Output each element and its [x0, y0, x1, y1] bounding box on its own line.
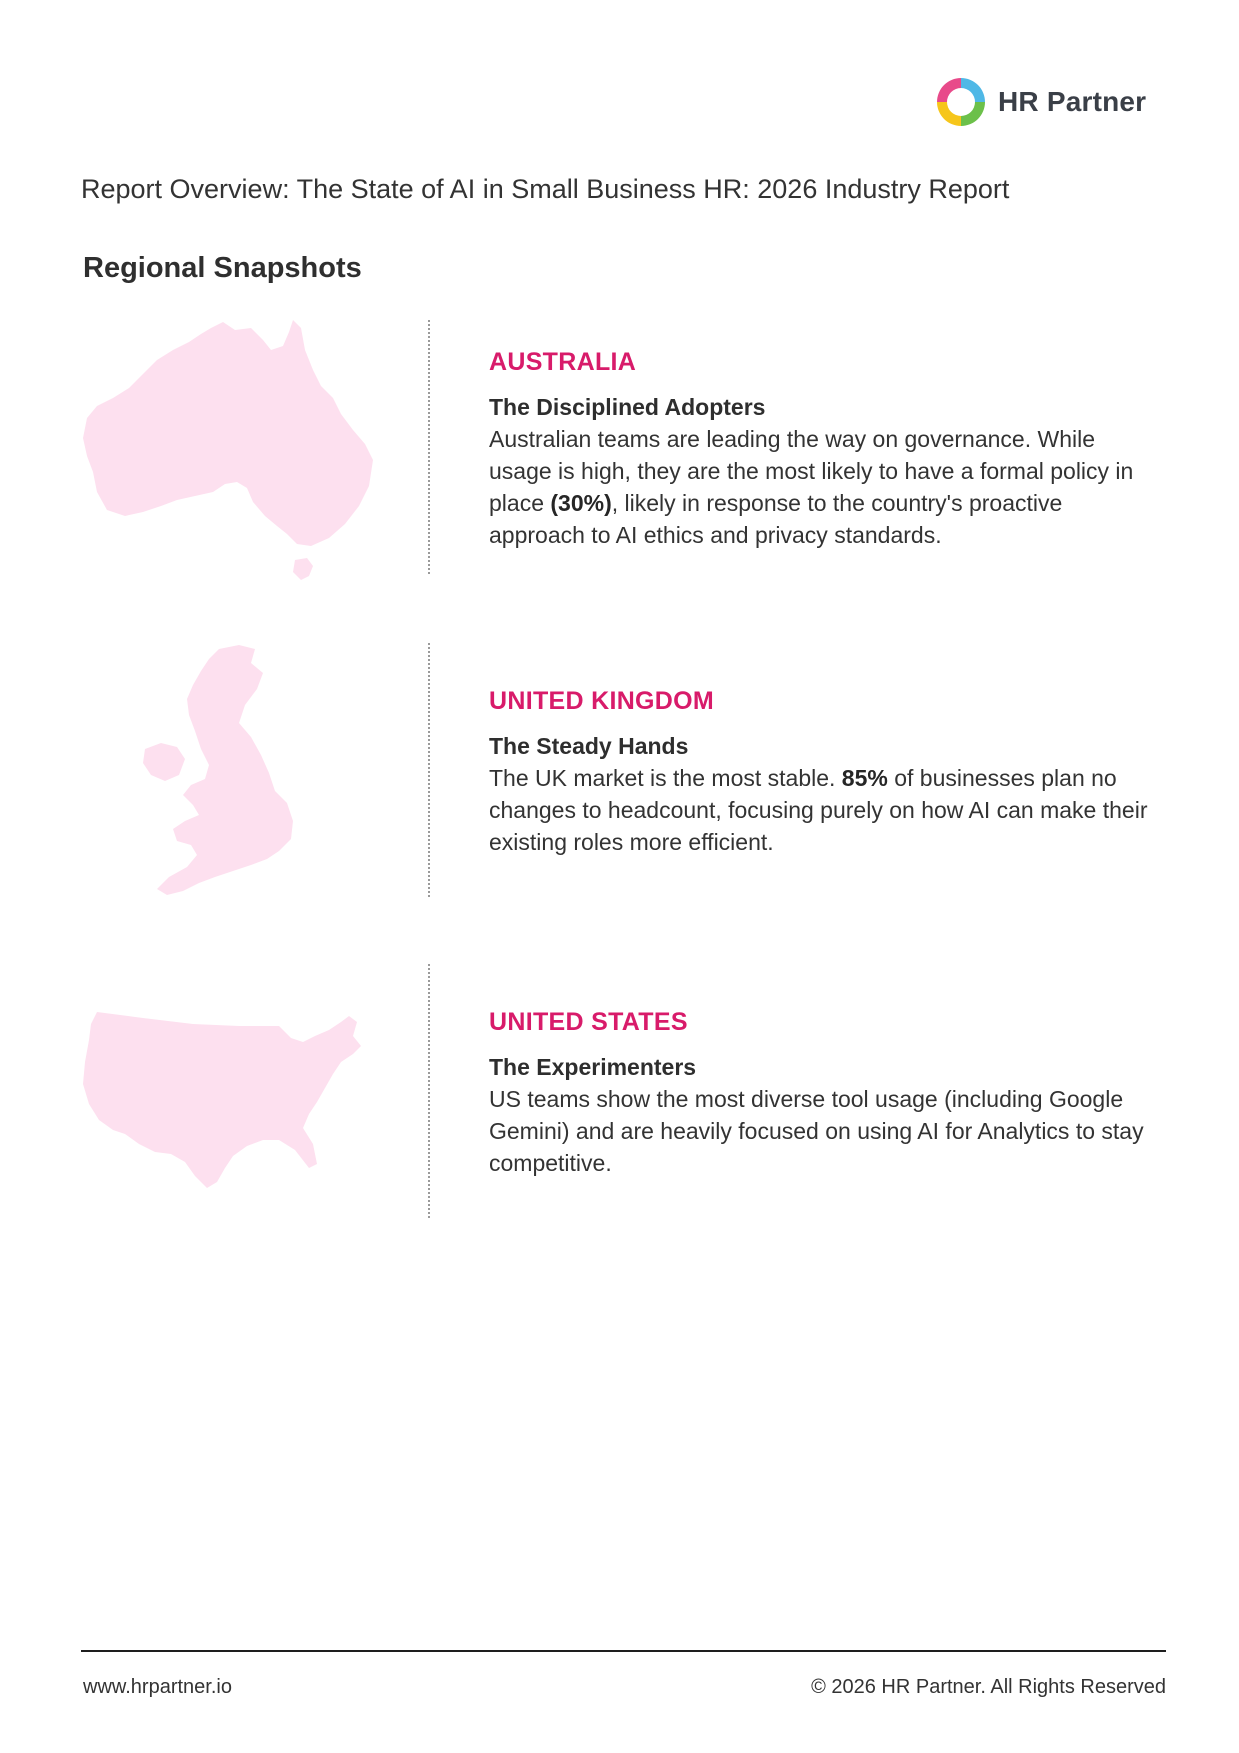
united-states-map-icon	[83, 1012, 373, 1190]
region-subtitle: The Steady Hands	[489, 733, 689, 759]
description-text: The UK market is the most stable.	[489, 765, 842, 791]
region-subtitle: The Disciplined Adopters	[489, 394, 766, 420]
region-text	[489, 348, 1149, 551]
united-kingdom-map-icon	[143, 645, 313, 899]
hr-partner-logo-icon	[934, 75, 988, 129]
description-text: Australian teams are leading the way on governance. While usage is high, they are the most likely to have a formal policy in place	[489, 426, 1134, 516]
region-name: UNITED KINGDOM	[489, 687, 715, 715]
footer-divider	[81, 1650, 1166, 1652]
region-name: UNITED STATES	[489, 1008, 688, 1036]
footer-website-link[interactable]: www.hrpartner.io	[83, 1676, 232, 1698]
region-divider	[428, 320, 430, 574]
report-title: Report Overview: The State of AI in Small Business HR: 2026 Industry Report	[81, 174, 1010, 204]
region-divider	[428, 643, 430, 897]
description-text: US teams show the most diverse tool usage (including Google Gemini) and are heavily focused on using AI for Analytics to stay competitive.	[489, 1086, 1144, 1176]
region-text	[489, 687, 1149, 858]
description-highlight: 85%	[841, 765, 888, 791]
region-description	[489, 762, 1149, 858]
region-subtitle: The Experimenters	[489, 1054, 697, 1080]
region-name: AUSTRALIA	[489, 348, 637, 376]
description-text: , likely in response to the country's proactive approach to AI ethics and privacy standards.	[489, 490, 1063, 548]
logo-text: HR Partner	[998, 86, 1147, 117]
australia-map-icon	[83, 320, 373, 582]
brand-logo	[934, 74, 1146, 130]
footer-copyright: © 2026 HR Partner. All Rights Reserved	[811, 1676, 1166, 1698]
section-heading: Regional Snapshots	[83, 252, 362, 284]
region-description	[489, 1083, 1149, 1179]
description-text: of businesses plan no changes to headcount, focusing purely on how AI can make their existing roles more efficient.	[489, 765, 1148, 855]
description-highlight: (30%)	[550, 490, 612, 516]
region-description	[489, 423, 1149, 551]
region-text	[489, 1008, 1149, 1179]
region-divider	[428, 964, 430, 1218]
